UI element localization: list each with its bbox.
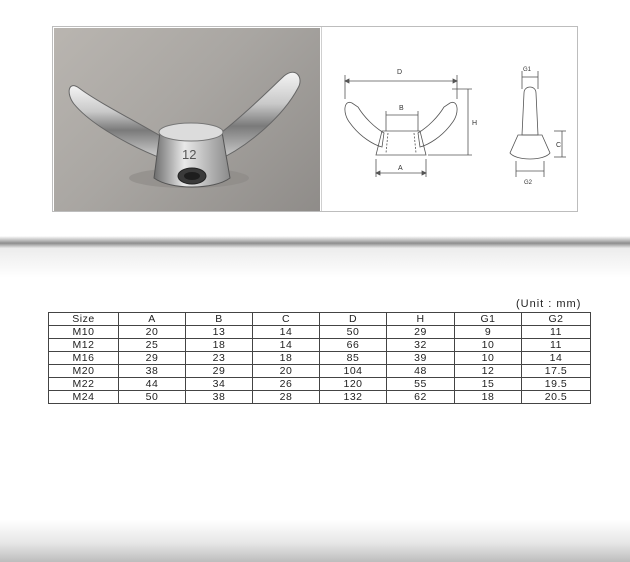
cell: 29 bbox=[186, 365, 253, 378]
cell: M12 bbox=[49, 339, 119, 352]
header-b: B bbox=[186, 313, 253, 326]
product-panel bbox=[52, 26, 578, 212]
divider-shadow bbox=[0, 248, 630, 278]
cell: 18 bbox=[186, 339, 253, 352]
cell: 20.5 bbox=[522, 391, 591, 404]
table-header-row bbox=[49, 313, 591, 326]
technical-drawing bbox=[322, 27, 577, 211]
wing-nut-photo bbox=[54, 28, 320, 211]
label-g2: G2 bbox=[524, 180, 533, 186]
dimension-table bbox=[48, 312, 591, 404]
table-row bbox=[49, 391, 591, 404]
cell: 10 bbox=[455, 352, 522, 365]
label-h: H bbox=[472, 120, 478, 127]
cell: 10 bbox=[455, 339, 522, 352]
table-row bbox=[49, 339, 591, 352]
cell: M10 bbox=[49, 326, 119, 339]
cell: 39 bbox=[387, 352, 455, 365]
cell: 23 bbox=[186, 352, 253, 365]
cell: M24 bbox=[49, 391, 119, 404]
table-row bbox=[49, 352, 591, 365]
cell: 66 bbox=[320, 339, 387, 352]
cell: 19.5 bbox=[522, 378, 591, 391]
cell: 120 bbox=[320, 378, 387, 391]
wing-nut-illustration bbox=[54, 28, 320, 211]
size-mark: 12 bbox=[182, 147, 197, 162]
cell: 13 bbox=[186, 326, 253, 339]
header-g1: G1 bbox=[455, 313, 522, 326]
dimension-diagram bbox=[322, 27, 577, 211]
table-row bbox=[49, 326, 591, 339]
header-g2: G2 bbox=[522, 313, 591, 326]
label-c: C bbox=[556, 142, 562, 149]
header-size: Size bbox=[49, 313, 119, 326]
label-a: A bbox=[398, 165, 403, 172]
cell: 104 bbox=[320, 365, 387, 378]
cell: 25 bbox=[119, 339, 186, 352]
cell: 11 bbox=[522, 339, 591, 352]
cell: 15 bbox=[455, 378, 522, 391]
header-d: D bbox=[320, 313, 387, 326]
horizontal-divider-band bbox=[0, 236, 630, 248]
cell: 28 bbox=[253, 391, 320, 404]
cell: 29 bbox=[387, 326, 455, 339]
cell: 17.5 bbox=[522, 365, 591, 378]
cell: 26 bbox=[253, 378, 320, 391]
cell: M22 bbox=[49, 378, 119, 391]
cell: 62 bbox=[387, 391, 455, 404]
cell: 14 bbox=[253, 326, 320, 339]
cell: 44 bbox=[119, 378, 186, 391]
unit-label: (Unit : mm) bbox=[516, 298, 582, 310]
header-a: A bbox=[119, 313, 186, 326]
cell: 132 bbox=[320, 391, 387, 404]
cell: 38 bbox=[186, 391, 253, 404]
cell: 34 bbox=[186, 378, 253, 391]
header-h: H bbox=[387, 313, 455, 326]
table-row bbox=[49, 365, 591, 378]
cell: 12 bbox=[455, 365, 522, 378]
cell: 14 bbox=[522, 352, 591, 365]
bottom-shadow bbox=[0, 520, 630, 562]
cell: 85 bbox=[320, 352, 387, 365]
label-b: B bbox=[399, 105, 404, 112]
cell: 20 bbox=[119, 326, 186, 339]
header-c: C bbox=[253, 313, 320, 326]
cell: 48 bbox=[387, 365, 455, 378]
cell: 20 bbox=[253, 365, 320, 378]
cell: 18 bbox=[455, 391, 522, 404]
cell: M20 bbox=[49, 365, 119, 378]
table-row bbox=[49, 378, 591, 391]
cell: 55 bbox=[387, 378, 455, 391]
cell: 18 bbox=[253, 352, 320, 365]
cell: 50 bbox=[119, 391, 186, 404]
cell: 38 bbox=[119, 365, 186, 378]
cell: 29 bbox=[119, 352, 186, 365]
cell: M16 bbox=[49, 352, 119, 365]
cell: 11 bbox=[522, 326, 591, 339]
cell: 9 bbox=[455, 326, 522, 339]
label-d: D bbox=[397, 69, 403, 76]
label-g1: G1 bbox=[523, 67, 532, 73]
cell: 14 bbox=[253, 339, 320, 352]
cell: 50 bbox=[320, 326, 387, 339]
cell: 32 bbox=[387, 339, 455, 352]
